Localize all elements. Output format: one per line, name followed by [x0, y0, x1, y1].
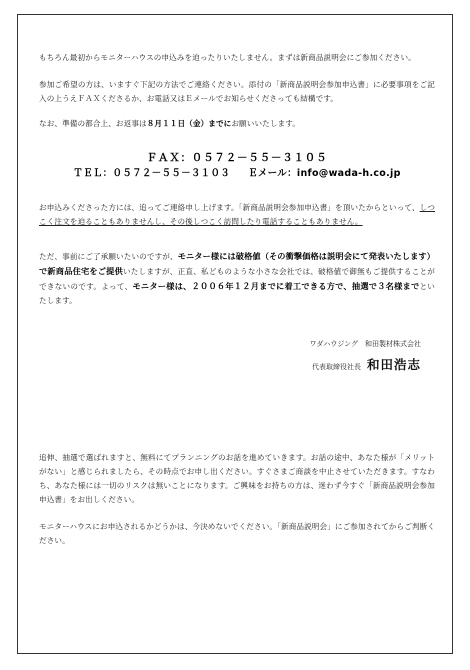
representative-title: 代表取締役社長: [311, 363, 361, 371]
paragraph-postscript: 追伸、抽選で選ばれますと、無料にてプランニングのお話を進めていきます。お話の途中、あなた様が「メリットがない」と感じられましたら、その時点でお申し出ください。すぐさまご商談を中止させていただきます。すなわち、あなた様には一切のリスクは無いことになります。ご興味をお持ちの方は、迷わず今すぐ「新商品説明会参加申込書」をお出しください。: [39, 453, 435, 504]
follow-up-text: お申込みくださった方には、追ってご連絡申し上げます。「新商品説明会参加申込書」を頂いたからといって、: [39, 203, 420, 212]
terms-bold-conditions: モニター様は、２００６年１２月までに着工できる方で、抽選で３名様まで: [132, 281, 420, 291]
letter-body: [39, 51, 435, 548]
no-pressure-note: しつこく注文を迫ることもありませんし、その後しつこく訪問したり電話することもありません。: [39, 203, 436, 226]
company-name: ワダハウジング 和田製材株式会社: [309, 340, 421, 348]
contact-block: [39, 151, 435, 181]
representative-name: 和田浩志: [366, 357, 421, 372]
paragraph-how-to-apply: 参加ご希望の方は、いますぐ下記の方法でご連絡ください。添付の「新商品説明会参加申込書」に必要事項をご記入の上うえＦＡＸくださるか、お電話又はＥメールでお知らせくださっても結構です。: [39, 80, 435, 103]
deadline-text-a: なお、準備の都合上、お返事は: [39, 119, 147, 128]
letter-page: [17, 14, 453, 654]
paragraph-deadline: [39, 117, 435, 131]
paragraph-intro: もちろん最初からモニターハウスの申込みを迫ったりいたしません。まずは新商品説明会にご参加ください。: [39, 53, 416, 62]
fax-number: ＦＡＸ：０５７２－５５－３１０５: [146, 152, 328, 164]
paragraph-closing: モニターハウスにお申込されるかどうかは、今決めないでください。「新商品説明会」にご参加されてからご判断ください。: [39, 522, 435, 545]
email-address: Ｅメール：info@wada-h.co.jp: [248, 168, 401, 179]
terms-text-a: ただ、事前にご了承願いたいのですが、: [39, 252, 178, 261]
terms-text-d: といたします。: [39, 282, 435, 305]
tel-email-line: [39, 166, 435, 181]
terms-text-c: いたしますが、正直、私どものような小さな会社では、破格値で御無もご提供することができないのです。よって、: [39, 267, 435, 291]
signature-block: [39, 338, 435, 376]
deadline-date: ８月１１日（金）までに: [146, 119, 232, 128]
representative-line: [39, 356, 421, 376]
terms-bold-offer: モニター様には破格値（その衝撃価格は説明会にて発表いたします）で新商品住宅をご提供: [39, 251, 435, 276]
paragraph-follow-up: [39, 201, 435, 229]
deadline-text-b: お願いいたします。: [231, 119, 300, 128]
paragraph-monitor-terms: [39, 249, 435, 308]
tel-number: ＴＥＬ：０５７２－５５－３１０３: [73, 168, 231, 179]
